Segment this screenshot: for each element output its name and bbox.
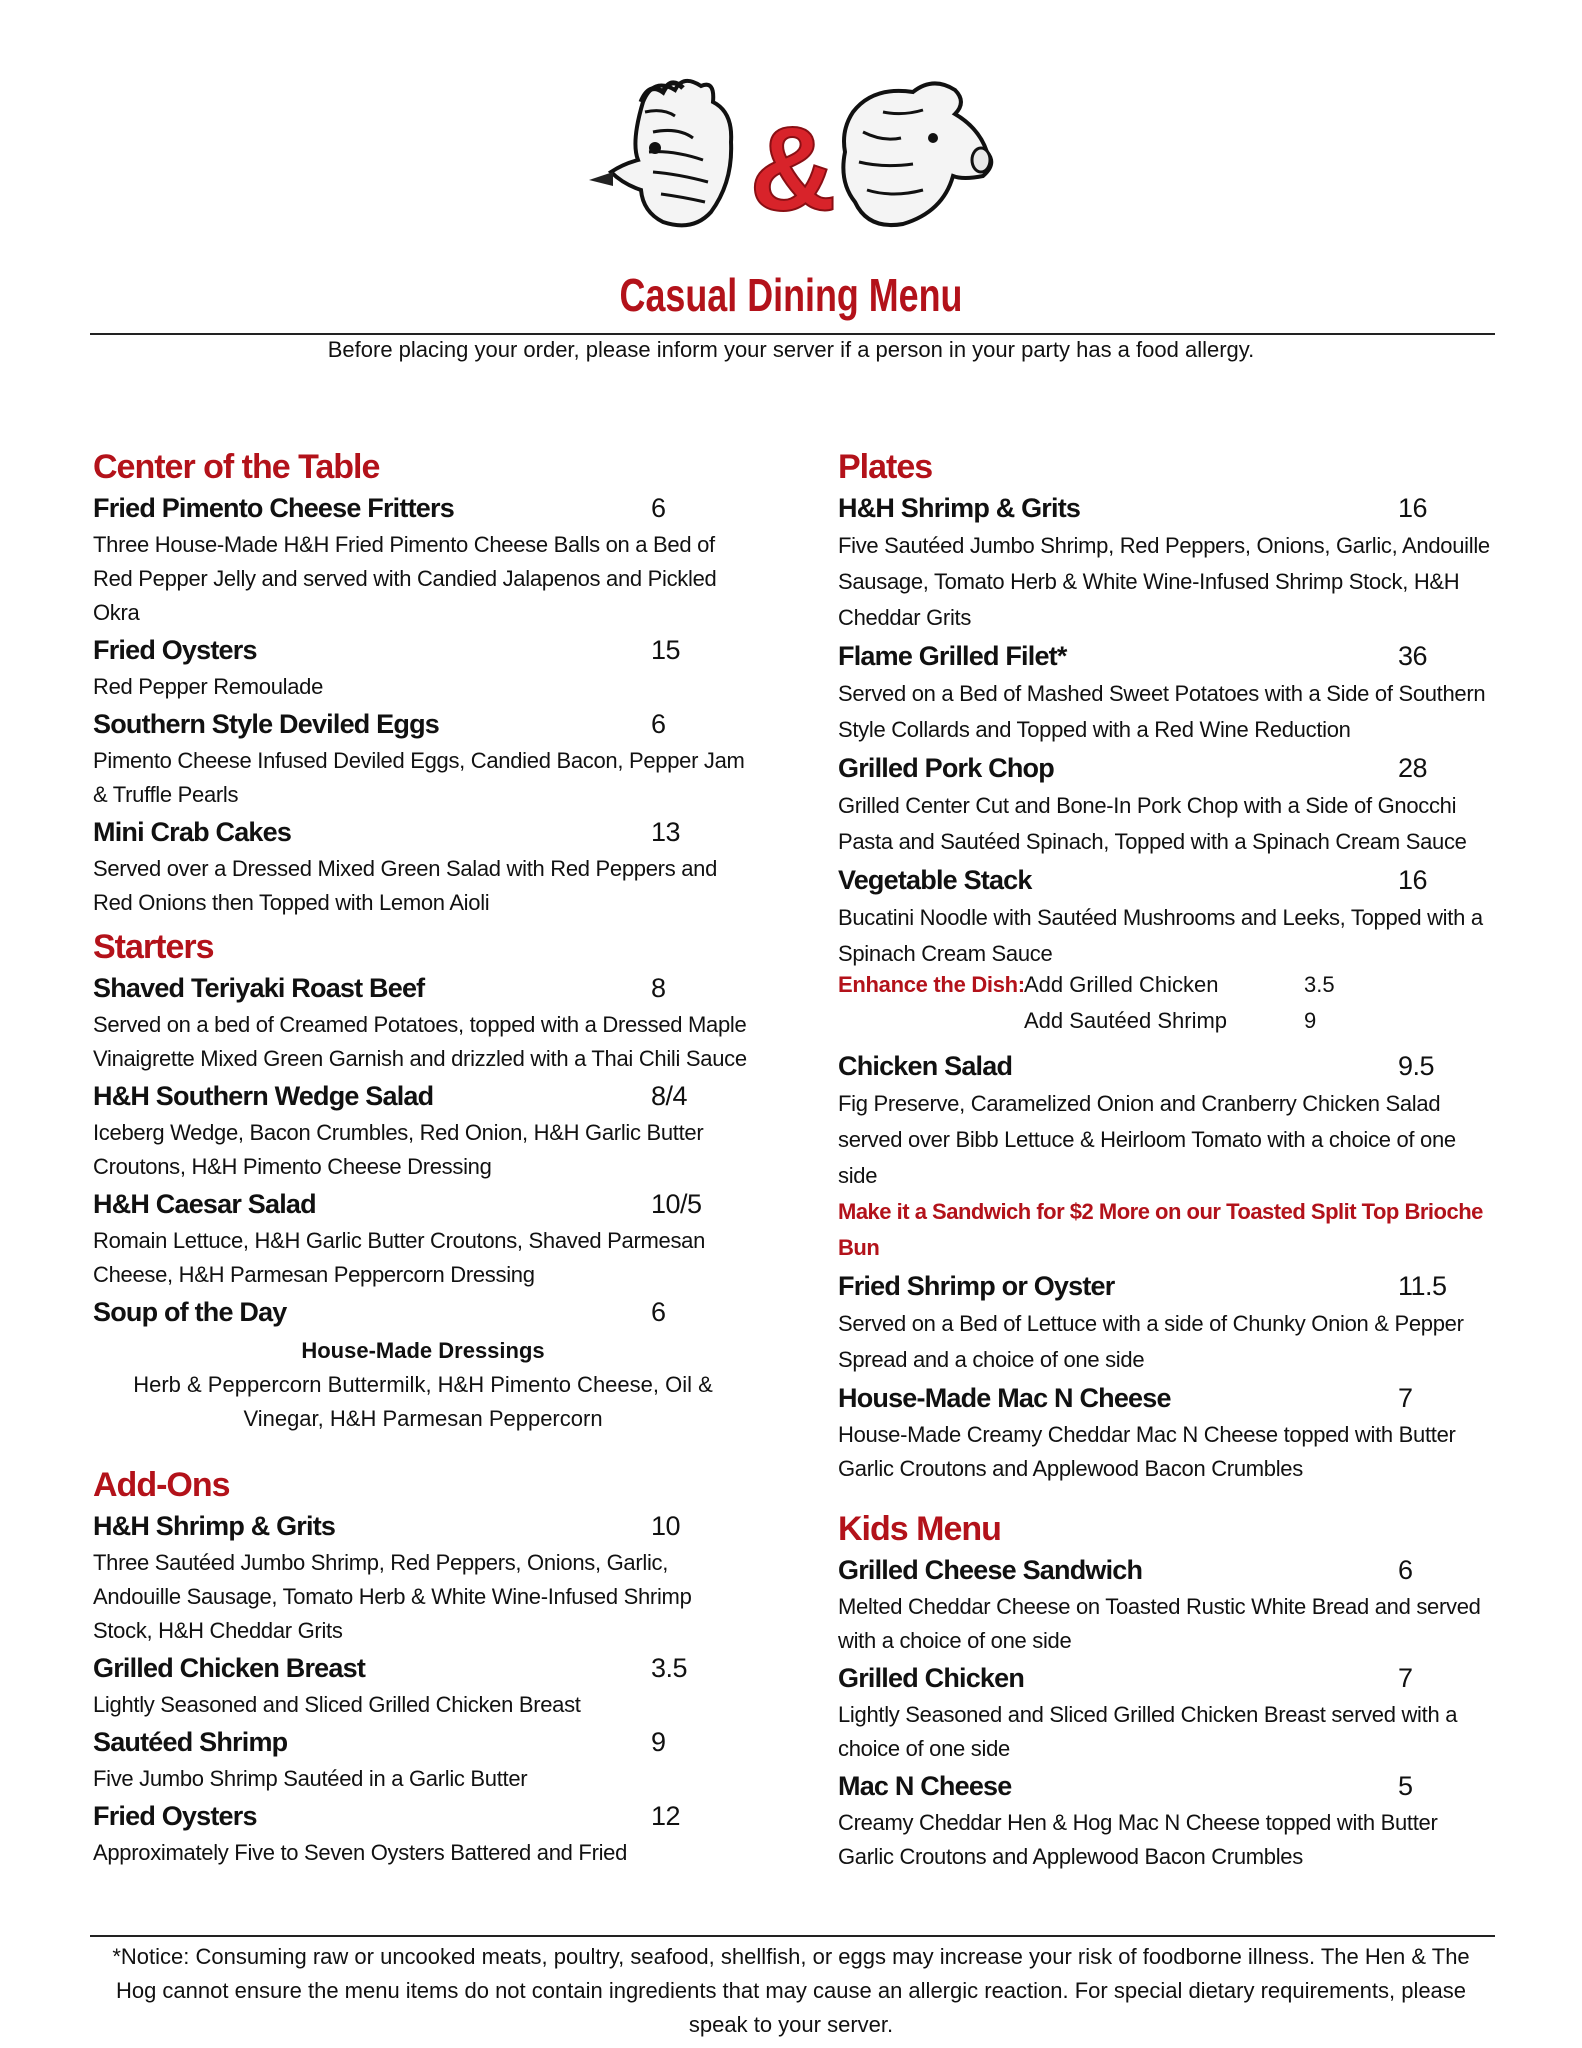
item-price: 12 (651, 1800, 681, 1831)
menu-item (838, 1378, 1498, 1486)
item-name: Shaved Teriyaki Roast Beef (93, 972, 425, 1003)
menu-item (838, 1766, 1498, 1874)
footer-divider (90, 1935, 1495, 1937)
item-price: 16 (1398, 492, 1428, 523)
item-description: Melted Cheddar Cheese on Toasted Rustic White Bread and served with a choice of one side (838, 1594, 1481, 1653)
item-description: Bucatini Noodle with Sautéed Mushrooms and Leeks, Topped with a Spinach Cream Sauce (838, 905, 1483, 966)
hog-icon (843, 83, 991, 225)
item-description: Served on a Bed of Mashed Sweet Potatoes with a Side of Southern Style Collards and Topped with a Red Wine Reduction (838, 681, 1486, 742)
item-description: Red Pepper Remoulade (93, 674, 324, 699)
item-price: 8/4 (651, 1080, 688, 1111)
menu-item (838, 860, 1498, 972)
item-price: 11.5 (1398, 1270, 1447, 1301)
item-description: Pimento Cheese Infused Deviled Eggs, Candied Bacon, Pepper Jam & Truffle Pearls (93, 748, 745, 807)
menu-item (838, 1046, 1498, 1194)
section-title-kids-menu: Kids Menu (838, 1510, 1001, 1548)
section-title-add-ons: Add-Ons (93, 1466, 230, 1504)
enhance-option: Add Grilled Chicken (1024, 972, 1219, 997)
item-name: Fried Pimento Cheese Fritters (93, 492, 454, 523)
item-price: 6 (651, 492, 666, 523)
dressings-list: Herb & Peppercorn Buttermilk, H&H Pimento Cheese, Oil & Vinegar, H&H Parmesan Peppercorn (133, 1372, 713, 1431)
enhance-option: Add Sautéed Shrimp (1024, 1008, 1228, 1033)
title-divider (90, 333, 1495, 335)
menu-item (838, 636, 1498, 748)
item-description: Five Sautéed Jumbo Shrimp, Red Peppers, Onions, Garlic, Andouille Sausage, Tomato Herb & White Wine-Infused Shrimp Stock, H&H Cheddar Grits (838, 533, 1490, 630)
item-name: House-Made Mac N Cheese (838, 1382, 1171, 1413)
item-price: 16 (1398, 864, 1428, 895)
item-price: 15 (651, 634, 681, 665)
enhance-price: 9 (1304, 1008, 1317, 1033)
item-name: Grilled Chicken Breast (93, 1652, 366, 1683)
right-column (838, 446, 1498, 1874)
item-description: Three Sautéed Jumbo Shrimp, Red Peppers, Onions, Garlic, Andouille Sausage, Tomato Herb & White Wine-Infused Shrimp Stock, H&H Cheddar Grits (93, 1550, 692, 1643)
item-description: Creamy Cheddar Hen & Hog Mac N Cheese topped with Butter Garlic Croutons and Applewood Bacon Crumbles (838, 1810, 1438, 1869)
item-price: 5 (1398, 1770, 1413, 1801)
item-price: 6 (651, 708, 666, 739)
enhance-the-dish (838, 972, 1498, 1046)
dressings-block (93, 1334, 753, 1436)
hen-and-hog-logo (583, 72, 1003, 242)
item-name: Flame Grilled Filet* (838, 640, 1067, 671)
item-name: Grilled Pork Chop (838, 752, 1054, 783)
item-price: 10 (651, 1510, 681, 1541)
sandwich-promo: Make it a Sandwich for $2 More on our Toasted Split Top Brioche Bun (838, 1199, 1483, 1260)
item-description: Lightly Seasoned and Sliced Grilled Chicken Breast served with a choice of one side (838, 1702, 1458, 1761)
item-name: H&H Shrimp & Grits (838, 492, 1081, 523)
item-description: Served on a bed of Creamed Potatoes, topped with a Dressed Maple Vinaigrette Mixed Green Garnish and drizzled with a Thai Chili Sauce (93, 1012, 747, 1071)
item-price: 7 (1398, 1662, 1413, 1693)
item-description: Served over a Dressed Mixed Green Salad with Red Peppers and Red Onions then Topped with Lemon Aioli (93, 856, 718, 915)
menu-item (93, 1076, 753, 1184)
item-price: 8 (651, 972, 666, 1003)
item-description: Iceberg Wedge, Bacon Crumbles, Red Onion, H&H Garlic Butter Croutons, H&H Pimento Cheese Dressing (93, 1120, 704, 1179)
item-price: 3.5 (651, 1652, 688, 1683)
item-name: Chicken Salad (838, 1050, 1013, 1081)
enhance-label: Enhance the Dish: (838, 972, 1025, 997)
item-price: 36 (1398, 640, 1428, 671)
footer-notice: *Notice: Consuming raw or uncooked meats, poultry, seafood, shellfish, or eggs may increase your risk of foodborne illness. The Hen & The Hog cannot ensure the menu items do not contain ingredients that may cause an allergic reaction. For special dietary requirements, please speak to your server. (112, 1944, 1470, 2037)
allergy-note: Before placing your order, please inform your server if a person in your party has a food allergy. (327, 337, 1255, 362)
menu-item (93, 1796, 753, 1870)
item-description: Three House-Made H&H Fried Pimento Cheese Balls on a Bed of Red Pepper Jelly and served with Candied Jalapenos and Pickled Okra (93, 532, 717, 625)
dressings-title: House-Made Dressings (301, 1338, 545, 1363)
item-description: Served on a Bed of Lettuce with a side of Chunky Onion & Pepper Spread and a choice of one side (838, 1311, 1464, 1372)
item-name: Grilled Chicken (838, 1662, 1025, 1693)
item-name: Fried Oysters (93, 1800, 257, 1831)
item-name: Fried Oysters (93, 634, 257, 665)
enhance-price: 3.5 (1304, 972, 1335, 997)
section-title-plates: Plates (838, 448, 933, 486)
item-description: House-Made Creamy Cheddar Mac N Cheese topped with Butter Garlic Croutons and Applewood Bacon Crumbles (838, 1422, 1456, 1481)
item-name: Sautéed Shrimp (93, 1726, 288, 1757)
section-title-center-of-table: Center of the Table (93, 448, 380, 486)
menu-item (93, 704, 753, 812)
item-name: H&H Caesar Salad (93, 1188, 316, 1219)
item-name: H&H Shrimp & Grits (93, 1510, 336, 1541)
item-description: Approximately Five to Seven Oysters Battered and Fried (93, 1840, 628, 1865)
item-description: Lightly Seasoned and Sliced Grilled Chicken Breast (93, 1692, 581, 1717)
item-description: Romain Lettuce, H&H Garlic Butter Croutons, Shaved Parmesan Cheese, H&H Parmesan Peppercorn Dressing (93, 1228, 706, 1287)
menu-item (93, 488, 753, 630)
menu-item (93, 1506, 753, 1648)
ampersand-icon: & (749, 102, 837, 236)
item-name: Mac N Cheese (838, 1770, 1012, 1801)
item-description: Fig Preserve, Caramelized Onion and Cranberry Chicken Salad served over Bibb Lettuce & Heirloom Tomato with a choice of one side (838, 1091, 1456, 1188)
item-description: Grilled Center Cut and Bone-In Pork Chop with a Side of Gnocchi Pasta and Sautéed Spinach, Topped with a Spinach Cream Sauce (838, 793, 1467, 854)
menu-item (838, 488, 1498, 636)
item-price: 28 (1398, 752, 1428, 783)
menu-item (838, 1658, 1498, 1766)
hen-icon (589, 81, 731, 225)
item-name: Mini Crab Cakes (93, 816, 292, 847)
menu-item (93, 630, 753, 704)
menu-item (838, 1550, 1498, 1658)
menu-item (93, 1292, 753, 1332)
menu-item (93, 812, 753, 920)
item-name: H&H Southern Wedge Salad (93, 1080, 434, 1111)
item-price: 9 (651, 1726, 666, 1757)
item-price: 6 (651, 1296, 666, 1327)
menu-item (93, 1184, 753, 1292)
item-name: Grilled Cheese Sandwich (838, 1554, 1143, 1585)
left-column (93, 446, 753, 1870)
item-name: Vegetable Stack (838, 864, 1032, 895)
menu-item (838, 1266, 1498, 1378)
item-price: 13 (651, 816, 681, 847)
item-price: 9.5 (1398, 1050, 1435, 1081)
section-title-starters: Starters (93, 928, 214, 966)
item-price: 7 (1398, 1382, 1413, 1413)
item-price: 6 (1398, 1554, 1413, 1585)
item-price: 10/5 (651, 1188, 702, 1219)
item-name: Southern Style Deviled Eggs (93, 708, 439, 739)
menu-item (93, 968, 753, 1076)
item-name: Soup of the Day (93, 1296, 287, 1327)
item-description: Five Jumbo Shrimp Sautéed in a Garlic Butter (93, 1766, 528, 1791)
item-name: Fried Shrimp or Oyster (838, 1270, 1115, 1301)
menu-item (93, 1722, 753, 1796)
menu-item (93, 1648, 753, 1722)
menu-item (838, 748, 1498, 860)
page-title: Casual Dining Menu (619, 269, 963, 321)
